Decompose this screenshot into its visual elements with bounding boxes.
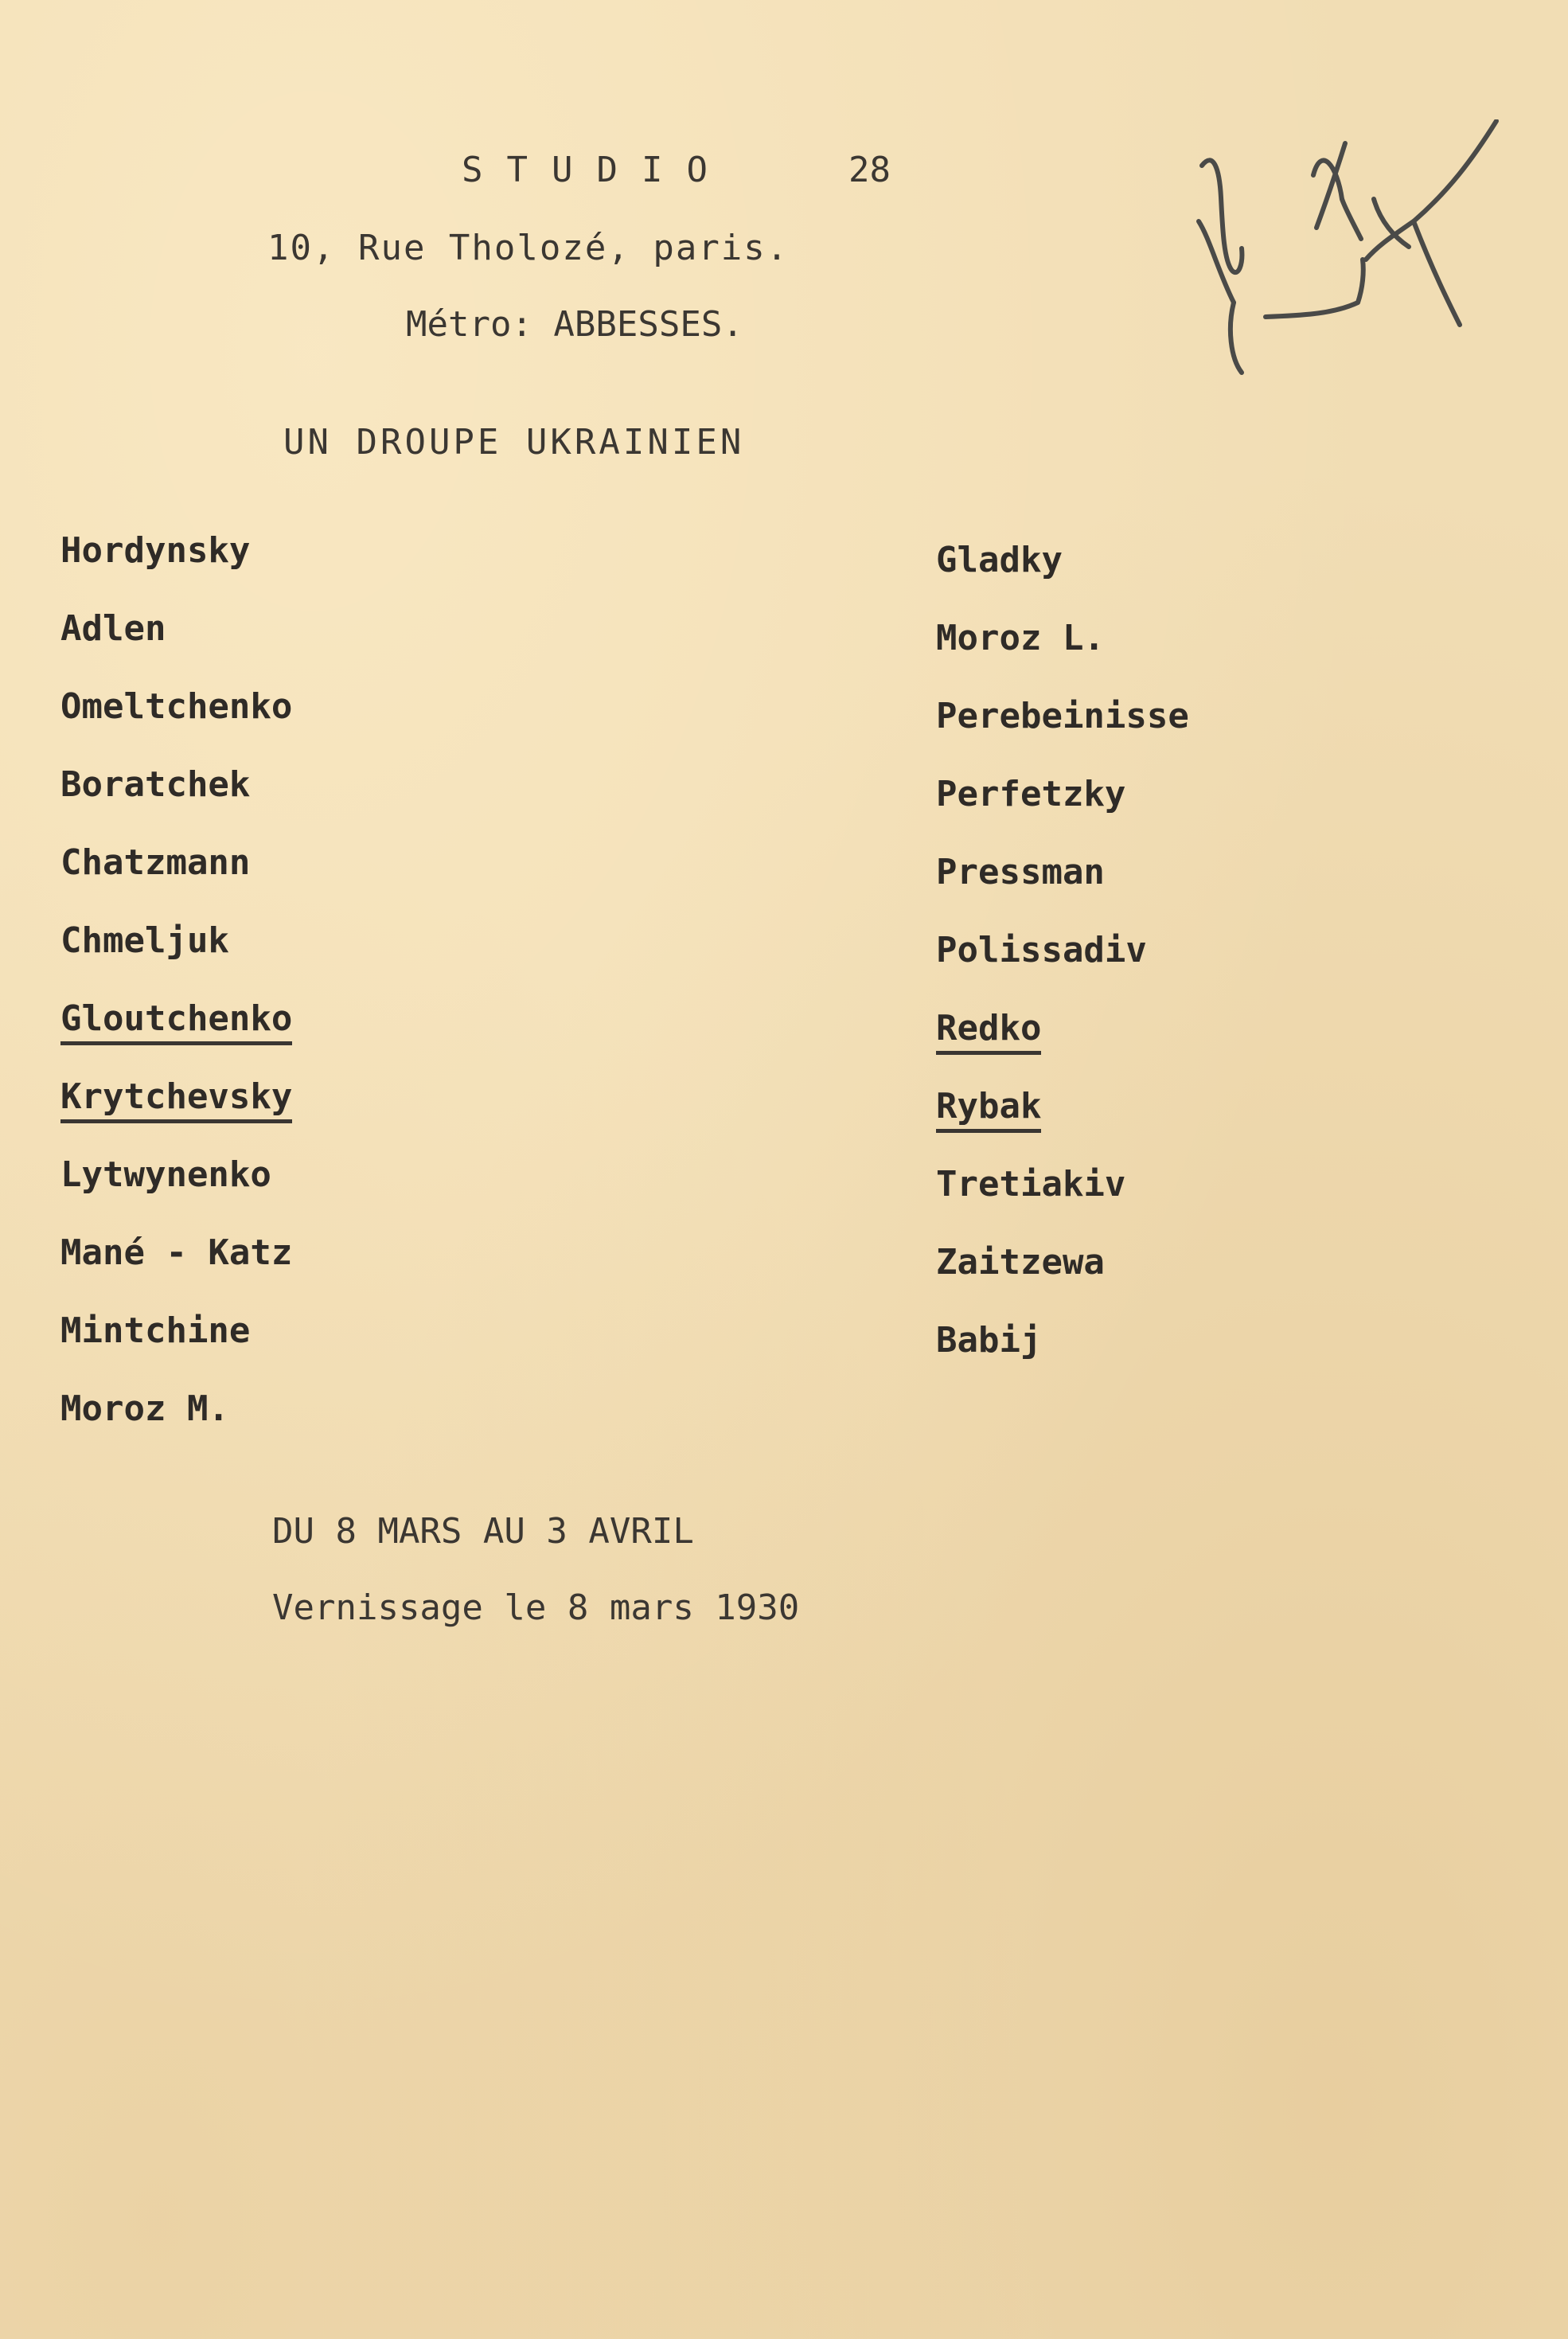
artist-name: Perfetzky bbox=[936, 774, 1126, 814]
metro-station: Métro: ABBESSES. bbox=[406, 304, 743, 345]
artist-name: Gladky bbox=[936, 540, 1063, 580]
artist-name: Mintchine bbox=[60, 1310, 251, 1351]
artist-name: Tretiakiv bbox=[936, 1164, 1126, 1205]
artist-name: Adlen bbox=[60, 608, 166, 649]
studio-title: STUDIO bbox=[462, 150, 731, 190]
artist-name: Lytwynenko bbox=[60, 1154, 271, 1195]
artist-name: Polissadiv bbox=[936, 930, 1147, 970]
artist-name: Babij bbox=[936, 1320, 1042, 1361]
studio-address: 10, Rue Tholozé, paris. bbox=[267, 228, 790, 268]
artist-name: Boratchek bbox=[60, 764, 251, 805]
artist-name: Pressman bbox=[936, 852, 1105, 892]
artist-name: Perebeinisse bbox=[936, 696, 1189, 736]
artist-name: Chmeljuk bbox=[60, 920, 229, 961]
artist-name: Hordynsky bbox=[60, 530, 251, 571]
artist-name: Rybak bbox=[936, 1086, 1041, 1133]
artist-name: Moroz M. bbox=[60, 1388, 229, 1429]
handwritten-signature bbox=[1186, 119, 1504, 398]
exhibition-title: UN DROUPE UKRAINIEN bbox=[283, 422, 745, 463]
artist-name: Gloutchenko bbox=[60, 998, 292, 1045]
artist-name: Moroz L. bbox=[936, 618, 1105, 658]
artist-name: Chatzmann bbox=[60, 842, 251, 883]
artist-name: Krytchevsky bbox=[60, 1076, 292, 1123]
artist-name: Mané - Katz bbox=[60, 1232, 293, 1273]
vernissage-date: Vernissage le 8 mars 1930 bbox=[272, 1587, 800, 1628]
studio-number: 28 bbox=[848, 150, 891, 190]
artist-name: Zaitzewa bbox=[936, 1242, 1105, 1283]
artist-name: Redko bbox=[936, 1008, 1041, 1055]
exhibition-dates: DU 8 MARS AU 3 AVRIL bbox=[272, 1511, 694, 1552]
artist-name: Omeltchenko bbox=[60, 686, 293, 727]
